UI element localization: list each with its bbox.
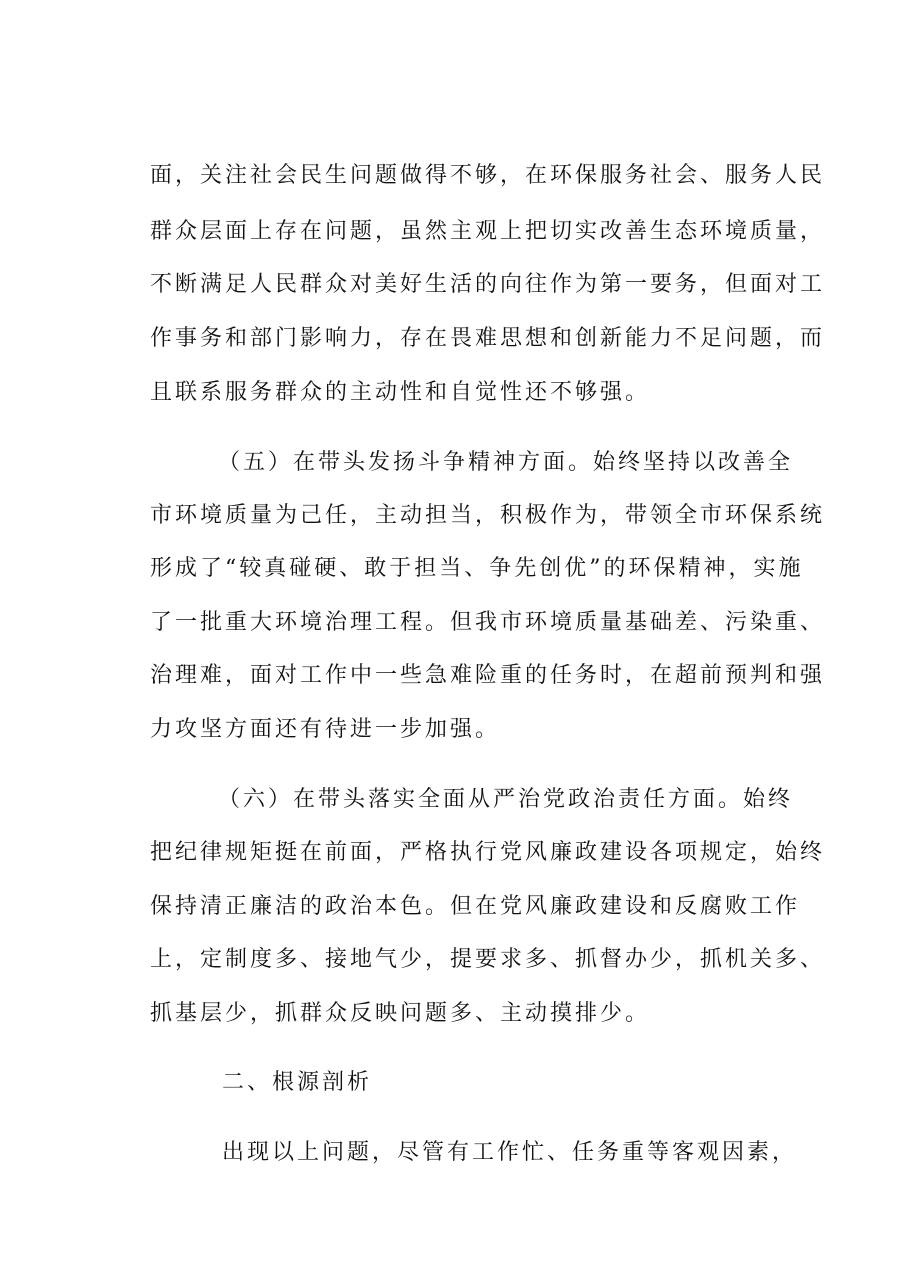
text-line: （六）在带头落实全面从严治党政治责任方面。始终 bbox=[218, 787, 794, 812]
text-line: （五）在带头发扬斗争精神方面。始终坚持以改善全 bbox=[218, 450, 794, 475]
paragraph-3-line-1 bbox=[0, 780, 909, 820]
text-line: 了一批重大环境治理工程。但我市环境质量基础差、污染重、 bbox=[150, 610, 826, 635]
text-line: 力攻坚方面还有待进一步加强。 bbox=[150, 717, 501, 742]
text-line: 保持清正廉洁的政治本色。但在党风廉政建设和反腐败工作 bbox=[150, 894, 801, 919]
text-line: 市环境质量为己任，主动担当，积极作为，带领全市环保系统 bbox=[150, 503, 826, 528]
paragraph-3-line-5 bbox=[0, 994, 909, 1034]
paragraph-3-line-4 bbox=[0, 940, 909, 980]
paragraph-2-line-5 bbox=[0, 656, 909, 696]
section-heading bbox=[0, 1063, 909, 1103]
paragraph-4-line-1 bbox=[0, 1133, 909, 1173]
paragraph-1-line-5 bbox=[0, 373, 909, 413]
paragraph-3-line-3 bbox=[0, 887, 909, 927]
text-line: 治理难，面对工作中一些急难险重的任务时，在超前预判和强 bbox=[150, 663, 826, 688]
text-line: 上，定制度多、接地气少，提要求多、抓督办少，抓机关多、 bbox=[150, 947, 826, 972]
paragraph-1-line-2 bbox=[0, 212, 909, 252]
heading-text: 二、根源剖析 bbox=[222, 1070, 373, 1095]
text-line: 且联系服务群众的主动性和自觉性还不够强。 bbox=[150, 380, 651, 405]
paragraph-1-line-1 bbox=[0, 156, 909, 196]
text-line: 不断满足人民群众对美好生活的向往作为第一要务，但面对工 bbox=[150, 272, 826, 297]
paragraph-1-line-4 bbox=[0, 319, 909, 359]
paragraph-2-line-1 bbox=[0, 443, 909, 483]
text-line: 把纪律规矩挺在前面，严格执行党风廉政建设各项规定，始终 bbox=[150, 840, 826, 865]
text-line: 形成了“较真碰硬、敢于担当、争先创优”的环保精神，实施 bbox=[150, 556, 804, 581]
paragraph-2-line-6 bbox=[0, 710, 909, 750]
paragraph-2-line-2 bbox=[0, 496, 909, 536]
text-line: 出现以上问题，尽管有工作忙、任务重等客观因素， bbox=[222, 1140, 798, 1165]
paragraph-2-line-4 bbox=[0, 603, 909, 643]
text-line: 面，关注社会民生问题做得不够，在环保服务社会、服务人民 bbox=[150, 163, 826, 188]
text-line: 作事务和部门影响力，存在畏难思想和创新能力不足问题，而 bbox=[150, 326, 826, 351]
paragraph-3-line-2 bbox=[0, 833, 909, 873]
text-line: 抓基层少，抓群众反映问题多、主动摸排少。 bbox=[150, 1001, 651, 1026]
paragraph-2-line-3 bbox=[0, 549, 909, 589]
text-line: 群众层面上存在问题，虽然主观上把切实改善生态环境质量， bbox=[150, 219, 826, 244]
paragraph-1-line-3 bbox=[0, 265, 909, 305]
